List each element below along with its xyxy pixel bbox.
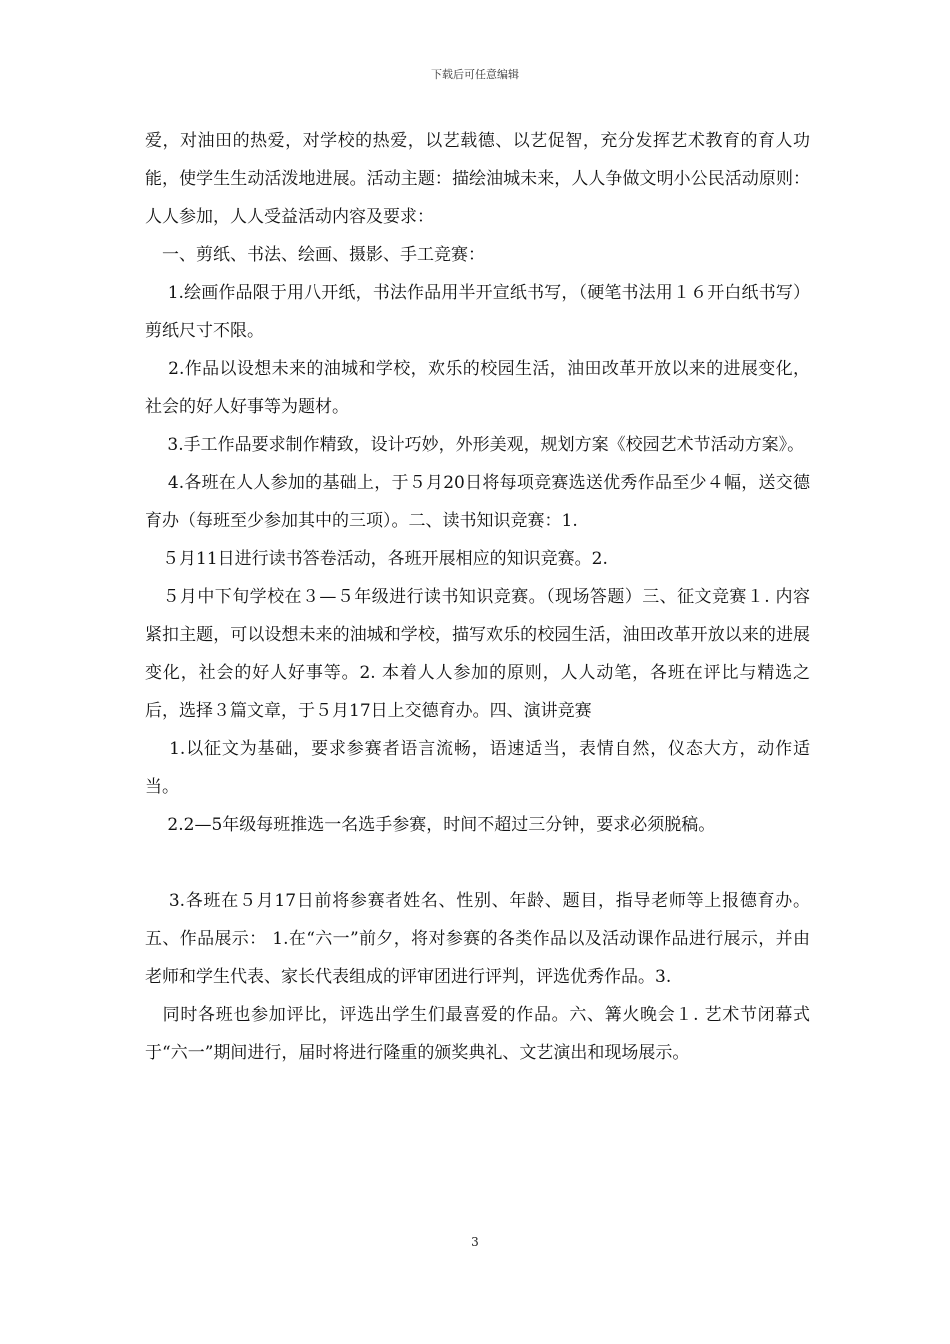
paragraph: 3.各班在５月17日前将参赛者姓名、性别、年龄、题目，指导老师等上报德育办。五、作品展示： 1.在“六一”前夕，将对参赛的各类作品以及活动课作品进行展示，并由老师和学生代表、家长代表组成的评审团进行评判，评选优秀作品。3. [145, 891, 810, 987]
document-body [145, 122, 810, 1072]
paragraph: ５月11日进行读书答卷活动，各班开展相应的知识竞赛。2. [145, 549, 608, 569]
paragraph: 2.作品以设想未来的油城和学校，欢乐的校园生活，油田改革开放以来的进展变化，社会的好人好事等为题材。 [145, 359, 810, 417]
paragraph: 3.手工作品要求制作精致，设计巧妙，外形美观，规划方案《校园艺术节活动方案》。 [145, 435, 805, 455]
page-number: 3 [471, 1235, 479, 1249]
section-heading: 一、剪纸、书法、绘画、摄影、手工竞赛： [145, 245, 485, 265]
paragraph: 爱，对油田的热爱，对学校的热爱，以艺载德、以艺促智，充分发挥艺术教育的育人功能，使学生生动活泼地进展。活动主题：描绘油城未来，人人争做文明小公民活动原则：人人参加，人人受益活动内容及要求： [145, 131, 810, 227]
paragraph: 1.以征文为基础，要求参赛者语言流畅，语速适当，表情自然，仪态大方，动作适当。 [145, 739, 810, 797]
paragraph: 同时各班也参加评比，评选出学生们最喜爱的作品。六、篝火晚会１. 艺术节闭幕式于“六一”期间进行，届时将进行隆重的颁奖典礼、文艺演出和现场展示。 [145, 1005, 810, 1063]
paragraph: ５月中下旬学校在３—５年级进行读书知识竞赛。（现场答题）三、征文竞赛１. 内容紧扣主题，可以设想未来的油城和学校，描写欢乐的校园生活，油田改革开放以来的进展变化，社会的好人好事等。2. 本着人人参加的原则，人人动笔，各班在评比与精选之后，选择３篇文章，于５月17日上交德育办。四、演讲竞赛 [145, 587, 810, 721]
paragraph: 1.绘画作品限于用八开纸，书法作品用半开宣纸书写，（硬笔书法用１６开白纸书写）剪纸尺寸不限。 [145, 283, 810, 341]
page-header: 下载后可任意编辑 [431, 68, 519, 81]
paragraph: 4.各班在人人参加的基础上，于５月20日将每项竞赛选送优秀作品至少４幅，送交德育办（每班至少参加其中的三项）。二、读书知识竞赛：1. [145, 473, 810, 531]
paragraph: 2.2—5年级每班推选一名选手参赛，时间不超过三分钟，要求必须脱稿。 [145, 815, 716, 835]
